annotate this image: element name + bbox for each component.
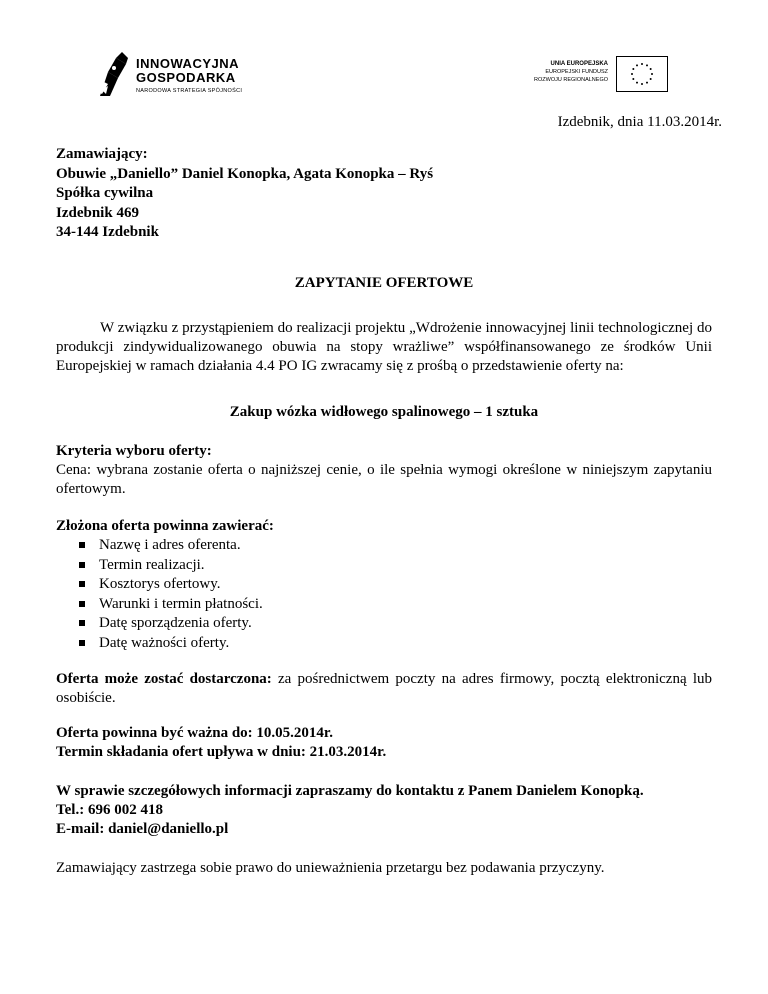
eu-star-icon bbox=[646, 64, 648, 66]
criteria-text: Cena: wybrana zostanie oferta o najniższej cenie, o ile spełnia wymogi określone w niniejszym zapytaniu ofertowym. bbox=[56, 462, 712, 497]
eu-star-icon bbox=[650, 78, 652, 80]
eu-logo-line-2: EUROPEJSKI FUNDUSZ bbox=[545, 69, 608, 75]
offer-validity: Oferta powinna być ważna do: 10.05.2014r. bbox=[56, 725, 333, 741]
eu-star-icon bbox=[636, 82, 638, 84]
contact-block bbox=[56, 782, 712, 839]
contents-heading bbox=[56, 517, 712, 536]
criteria-heading: Kryteria wyboru oferty: bbox=[56, 443, 212, 459]
eu-star-icon bbox=[641, 63, 643, 65]
logo-line-2: GOSPODARKA bbox=[136, 70, 236, 85]
buyer-label: Zamawiający: bbox=[56, 146, 148, 162]
buyer-address: Izdebnik 469 bbox=[56, 204, 139, 221]
bullet-square-icon bbox=[79, 542, 85, 548]
eu-logo bbox=[530, 56, 670, 96]
list-item: Datę ważności oferty. bbox=[79, 634, 263, 654]
buyer-postal: 34-144 Izdebnik bbox=[56, 224, 159, 240]
buyer-block bbox=[56, 145, 433, 243]
eu-star-icon bbox=[632, 68, 634, 70]
contact-text: W sprawie szczegółowych informacji zapraszamy do kontaktu z Panem Danielem Konopką. bbox=[56, 783, 644, 799]
contents-list bbox=[79, 536, 263, 653]
logo-line-1: INNOWACYJNA bbox=[136, 56, 240, 71]
contents-heading-text: Złożona oferta powinna zawierać: bbox=[56, 518, 274, 534]
eu-star-icon bbox=[646, 82, 648, 84]
innowacyjna-gospodarka-logo-icon bbox=[96, 52, 130, 98]
eu-star-icon bbox=[632, 78, 634, 80]
buyer-name: Obuwie „Daniello” Daniel Konopka, Agata Konopka – Ryś bbox=[56, 165, 434, 182]
list-item: Datę sporządzenia oferty. bbox=[79, 614, 263, 634]
eu-star-icon bbox=[650, 68, 652, 70]
criteria-section bbox=[56, 442, 712, 499]
delivery-text: za pośrednictwem poczty na adres firmowy, pocztą elektroniczną lub osobiście. bbox=[56, 671, 712, 706]
list-item: Kosztorys ofertowy. bbox=[79, 575, 263, 595]
bullet-square-icon bbox=[79, 620, 85, 626]
footer-note: Zamawiający zastrzega sobie prawo do unieważnienia przetargu bez podawania przyczyny. bbox=[56, 860, 605, 876]
list-item: Warunki i termin płatności. bbox=[79, 595, 263, 615]
contact-phone: Tel.: 696 002 418 bbox=[56, 802, 163, 818]
eu-logo-line-3: ROZWOJU REGIONALNEGO bbox=[534, 77, 608, 83]
document-title: ZAPYTANIE OFERTOWE bbox=[294, 275, 474, 291]
eu-star-icon bbox=[641, 83, 643, 85]
delivery-paragraph bbox=[56, 670, 712, 708]
buyer-type: Spółka cywilna bbox=[56, 185, 154, 201]
innowacyjna-gospodarka-logo bbox=[96, 52, 266, 100]
list-item: Nazwę i adres oferenta. bbox=[79, 536, 263, 556]
eu-logo-line-1: UNIA EUROPEJSKA bbox=[550, 61, 608, 67]
eu-star-icon bbox=[651, 73, 653, 75]
list-item: Termin realizacji. bbox=[79, 556, 263, 576]
order-subject: Zakup wózka widłowego spalinowego – 1 sztuka bbox=[229, 404, 539, 420]
eu-star-icon bbox=[631, 73, 633, 75]
intro-paragraph: W związku z przystąpieniem do realizacji projektu „Wdrożenie innowacyjnej linii technologicznej do produkcji zindywidualizowanego obuwia na stopy wrażliwe” współfinansowanego ze środków Unii Europejskiej w ramach działania 4.4 PO IG zwracamy się z prośbą o przedstawienie oferty na: bbox=[56, 320, 712, 374]
bullet-square-icon bbox=[79, 640, 85, 646]
eu-flag-icon bbox=[616, 56, 668, 92]
bullet-square-icon bbox=[79, 601, 85, 607]
bullet-square-icon bbox=[79, 581, 85, 587]
document-date: Izdebnik, dnia 11.03.2014r. bbox=[557, 114, 722, 130]
eu-star-icon bbox=[636, 64, 638, 66]
contact-email: E-mail: daniel@daniello.pl bbox=[56, 821, 229, 837]
bullet-square-icon bbox=[79, 562, 85, 568]
delivery-heading: Oferta może zostać dostarczona: bbox=[56, 671, 272, 687]
logo-line-3: NARODOWA STRATEGIA SPÓJNOŚCI bbox=[136, 88, 243, 94]
submission-deadline: Termin składania ofert upływa w dniu: 21.03.2014r. bbox=[56, 744, 387, 760]
validity-block bbox=[56, 724, 712, 762]
